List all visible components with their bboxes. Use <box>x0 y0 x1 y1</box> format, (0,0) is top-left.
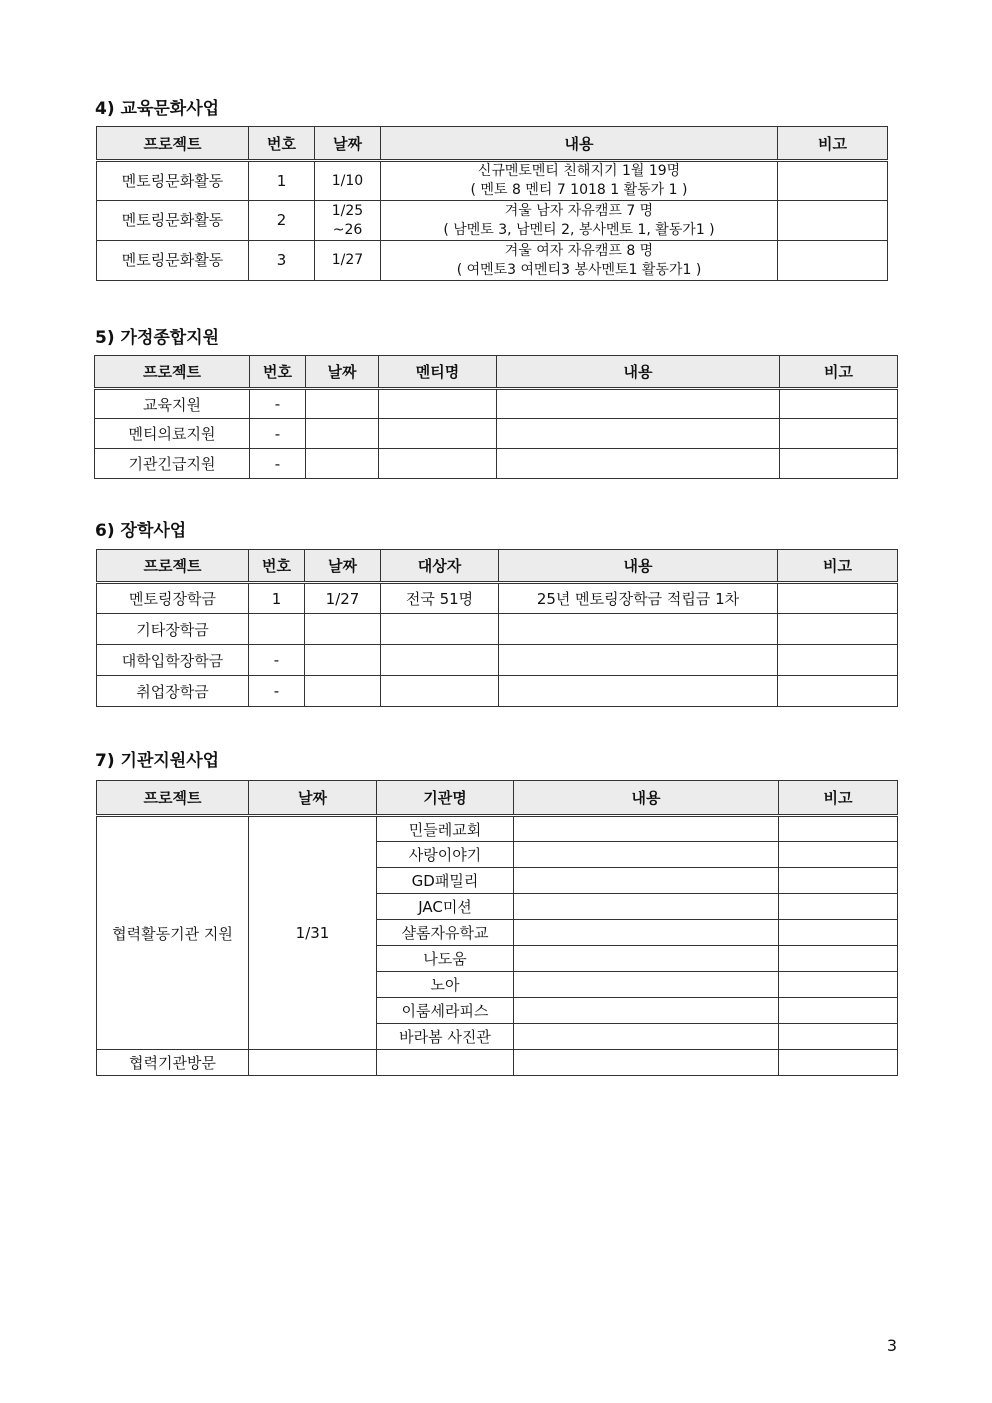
header-content: 내용 <box>499 550 778 583</box>
cell-note <box>779 1050 898 1076</box>
cell-institution: 바라봄 사진관 <box>377 1024 514 1050</box>
cell-note <box>778 645 898 676</box>
cell-number: 1 <box>249 161 315 201</box>
cell-content: 25년 멘토링장학금 적립금 1차 <box>499 583 778 614</box>
cell-date <box>306 449 379 479</box>
header-project: 프로젝트 <box>97 127 249 161</box>
cell-date: 1/27 <box>315 241 381 281</box>
cell-content: 겨울 남자 자유캠프 7 명 ( 남멘토 3, 남멘티 2, 봉사멘토 1, 활동가1 ) <box>381 201 778 241</box>
cell-number: 2 <box>249 201 315 241</box>
cell-project: 멘토링문화활동 <box>97 201 249 241</box>
cell-content <box>499 645 778 676</box>
cell-project: 협력기관방문 <box>97 1050 249 1076</box>
header-number: 번호 <box>249 550 305 583</box>
section-title-family-support: 5) 가정종합지원 <box>95 328 220 348</box>
header-date: 날짜 <box>306 356 379 389</box>
cell-note <box>780 449 898 479</box>
cell-institution: GD패밀리 <box>377 868 514 894</box>
cell-target <box>381 645 499 676</box>
cell-target <box>381 676 499 707</box>
cell-number: - <box>250 419 306 449</box>
cell-content <box>514 868 779 894</box>
cell-institution: JAC미션 <box>377 894 514 920</box>
cell-mentee <box>379 419 497 449</box>
cell-note <box>779 816 898 842</box>
cell-project: 교육지원 <box>95 389 250 419</box>
cell-note <box>778 161 888 201</box>
table-row <box>95 419 898 449</box>
cell-number: - <box>249 645 305 676</box>
table-row <box>97 161 888 201</box>
cell-content <box>514 1050 779 1076</box>
page-number: 3 <box>886 1336 897 1355</box>
cell-group-project: 협력활동기관 지원 <box>97 816 249 1050</box>
cell-note <box>778 583 898 614</box>
cell-note <box>779 998 898 1024</box>
cell-number: - <box>249 676 305 707</box>
cell-date <box>306 419 379 449</box>
header-note: 비고 <box>778 550 898 583</box>
header-content: 내용 <box>381 127 778 161</box>
header-note: 비고 <box>779 781 898 816</box>
cell-institution: 샬롬자유학교 <box>377 920 514 946</box>
cell-number <box>249 614 305 645</box>
cell-date: 1/27 <box>305 583 381 614</box>
cell-content <box>497 449 780 479</box>
cell-content <box>514 920 779 946</box>
cell-mentee <box>379 389 497 419</box>
cell-project: 기타장학금 <box>97 614 249 645</box>
header-project: 프로젝트 <box>95 356 250 389</box>
cell-project: 멘티의료지원 <box>95 419 250 449</box>
cell-content <box>514 1024 779 1050</box>
cell-project: 멘토링문화활동 <box>97 161 249 201</box>
cell-institution: 사랑이야기 <box>377 842 514 868</box>
cell-number: 3 <box>249 241 315 281</box>
education-culture-table <box>96 126 888 281</box>
cell-project: 기관긴급지원 <box>95 449 250 479</box>
cell-institution: 노아 <box>377 972 514 998</box>
header-project: 프로젝트 <box>97 550 249 583</box>
cell-note <box>778 614 898 645</box>
cell-note <box>780 419 898 449</box>
table-row <box>97 676 898 707</box>
header-note: 비고 <box>780 356 898 389</box>
header-number: 번호 <box>250 356 306 389</box>
cell-institution: 이룸세라피스 <box>377 998 514 1024</box>
cell-content <box>497 389 780 419</box>
institution-support-table <box>96 780 898 1076</box>
cell-note <box>778 241 888 281</box>
header-date: 날짜 <box>249 781 377 816</box>
header-date: 날짜 <box>305 550 381 583</box>
scholarship-table <box>96 549 898 707</box>
cell-institution: 나도움 <box>377 946 514 972</box>
cell-note <box>779 894 898 920</box>
cell-number: - <box>250 449 306 479</box>
header-target: 대상자 <box>381 550 499 583</box>
table-row <box>97 583 898 614</box>
cell-note <box>778 676 898 707</box>
cell-project: 취업장학금 <box>97 676 249 707</box>
cell-content: 신규멘토멘티 친해지기 1월 19명 ( 멘토 8 멘티 7 1018 1 활동가 1 ) <box>381 161 778 201</box>
table-row <box>97 645 898 676</box>
cell-note <box>779 842 898 868</box>
cell-date: 1/25 ~26 <box>315 201 381 241</box>
header-number: 번호 <box>249 127 315 161</box>
cell-content <box>514 842 779 868</box>
section-title-institution-support: 7) 기관지원사업 <box>95 751 220 771</box>
cell-date <box>305 676 381 707</box>
table-row <box>97 241 888 281</box>
cell-institution <box>377 1050 514 1076</box>
cell-target: 전국 51명 <box>381 583 499 614</box>
cell-note <box>780 389 898 419</box>
cell-note <box>778 201 888 241</box>
table-row <box>95 449 898 479</box>
cell-date <box>249 1050 377 1076</box>
family-support-table <box>94 355 898 479</box>
header-note: 비고 <box>778 127 888 161</box>
header-content: 내용 <box>497 356 780 389</box>
header-date: 날짜 <box>315 127 381 161</box>
cell-note <box>779 972 898 998</box>
cell-note <box>779 946 898 972</box>
cell-note <box>779 920 898 946</box>
table-row <box>97 1050 898 1076</box>
header-content: 내용 <box>514 781 779 816</box>
cell-content <box>497 419 780 449</box>
cell-date <box>305 645 381 676</box>
header-institution: 기관명 <box>377 781 514 816</box>
cell-date <box>306 389 379 419</box>
cell-content <box>499 676 778 707</box>
table-row <box>97 816 898 842</box>
cell-group-date: 1/31 <box>249 816 377 1050</box>
cell-note <box>779 868 898 894</box>
section-title-education-culture: 4) 교육문화사업 <box>95 99 220 119</box>
table-row <box>97 614 898 645</box>
cell-institution: 민들레교회 <box>377 816 514 842</box>
header-project: 프로젝트 <box>97 781 249 816</box>
cell-project: 대학입학장학금 <box>97 645 249 676</box>
cell-mentee <box>379 449 497 479</box>
cell-date: 1/10 <box>315 161 381 201</box>
cell-project: 멘토링장학금 <box>97 583 249 614</box>
cell-project: 멘토링문화활동 <box>97 241 249 281</box>
cell-content <box>499 614 778 645</box>
cell-target <box>381 614 499 645</box>
table-row <box>95 389 898 419</box>
cell-number: - <box>250 389 306 419</box>
cell-content <box>514 998 779 1024</box>
cell-content <box>514 972 779 998</box>
cell-note <box>779 1024 898 1050</box>
cell-content <box>514 894 779 920</box>
cell-date <box>305 614 381 645</box>
cell-content: 겨울 여자 자유캠프 8 명 ( 여멘토3 여멘티3 봉사멘토1 활동가1 ) <box>381 241 778 281</box>
cell-number: 1 <box>249 583 305 614</box>
header-mentee: 멘티명 <box>379 356 497 389</box>
section-title-scholarship: 6) 장학사업 <box>95 521 187 541</box>
cell-content <box>514 816 779 842</box>
table-row <box>97 201 888 241</box>
cell-content <box>514 946 779 972</box>
